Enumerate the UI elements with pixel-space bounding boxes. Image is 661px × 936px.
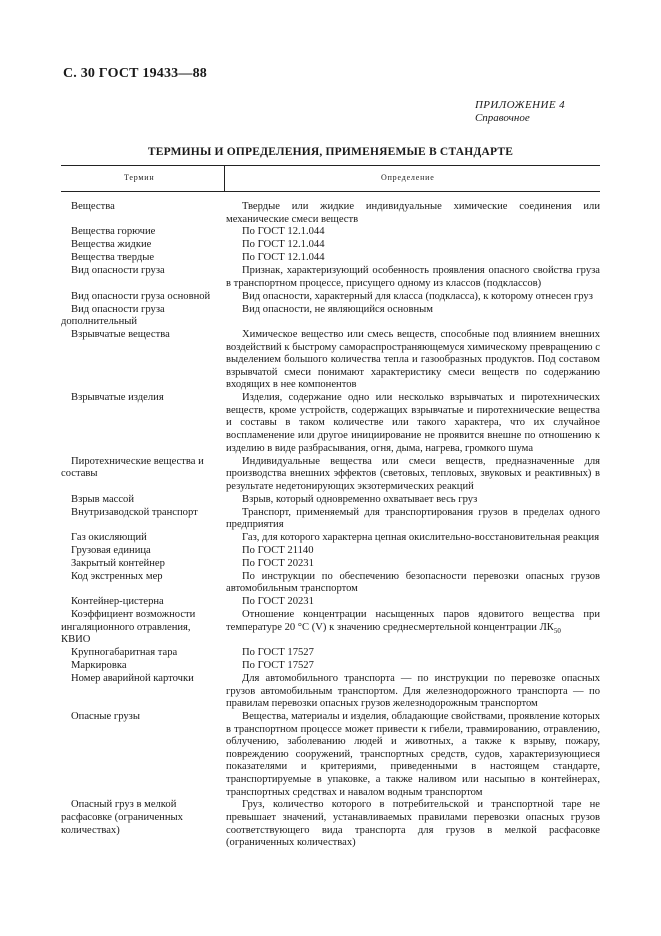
term-cell: Опасные грузы — [71, 710, 140, 722]
term-cell: Вещества — [71, 201, 115, 212]
definition-cell — [226, 291, 600, 304]
document-title: ТЕРМИНЫ И ОПРЕДЕЛЕНИЯ, ПРИМЕНЯЕМЫЕ В СТАНДАРТЕ — [147, 146, 514, 158]
column-header-term: Термин — [124, 173, 155, 182]
term-cell: Взрыв массой — [71, 493, 135, 505]
definition-cell — [226, 226, 600, 239]
term-cell: Взрывчатые изделия — [71, 392, 164, 404]
table-row — [61, 799, 600, 849]
term-cell: Закрытый контейнер — [71, 557, 165, 569]
definition-cell — [226, 507, 600, 532]
appendix-note: Справочное — [474, 112, 530, 124]
definition-cell — [226, 201, 600, 226]
table-row — [61, 558, 600, 571]
definition-cell — [226, 571, 600, 596]
appendix-number: ПРИЛОЖЕНИЕ 4 — [474, 99, 565, 111]
definition-cell — [226, 532, 600, 545]
term-cell: Вид опасности груза — [71, 265, 165, 277]
term-cell: Газ окисляющий — [71, 532, 147, 543]
definition-cell — [226, 660, 600, 673]
definition-cell — [226, 392, 600, 455]
table-row — [61, 226, 600, 239]
definition-text: Вещества, материалы и изделия, обладающие свойствами, проявление которых в транспортном процессе может привести к гибели, травмированию, отравлению, облучению, заболеванию людей и животных, а также к взрыву, пожару, повреждению сооружений, транспортных средств, судов, характеризующиеся показателями и критериями, приведенными в настоящем стандарте, транспортируемые в упаковке, а также наливом или насыпью в контейнерах, транспортных средствах и навалом водным транспортом — [226, 710, 600, 798]
terms-table-body — [61, 201, 600, 850]
definition-text: По ГОСТ 12.1.044 — [242, 239, 325, 251]
term-cell: Пиротехнические вещества и составы — [61, 455, 204, 480]
definition-cell — [226, 265, 600, 290]
definition-text: По инструкции по обеспечению безопасности перевозки опасных грузов автомобильным транспортом — [226, 570, 600, 595]
term-cell: Опасный груз в мелкой расфасовке (ограниченных количествах) — [61, 799, 183, 836]
term-cell: Внутризаводской транспорт — [71, 506, 198, 518]
definition-text: Индивидуальные вещества или смеси веществ, предназначенные для производства внешних эффектов (световых, тепловых, звуковых и реактивных) в результате недетонирующих экзотермических реакций — [226, 455, 600, 492]
table-row — [61, 291, 600, 304]
definition-text: По ГОСТ 17527 — [242, 660, 314, 672]
term-cell: Крупногабаритная тара — [71, 647, 178, 659]
table-row — [61, 507, 600, 532]
table-row — [61, 647, 600, 660]
table-row — [61, 392, 600, 455]
table-row — [61, 545, 600, 558]
term-cell: Вид опасности груза основной — [71, 290, 211, 302]
definition-text: Вид опасности, не являющийся основным — [242, 303, 433, 315]
term-cell: Контейнер-цистерна — [71, 596, 164, 608]
term-cell: Маркировка — [71, 660, 127, 672]
term-cell: Коэффициент возможности ингаляционного отравления, КВИО — [61, 609, 196, 646]
definition-cell — [226, 609, 600, 647]
appendix-label — [475, 99, 565, 125]
definition-cell — [226, 545, 600, 558]
definition-text: Отношение концентрации насыщенных паров ядовитого вещества при температуре 20 °С (V) к значению среднесмертельной концентрации $ЛК_{50}$ — [226, 609, 600, 635]
definition-text: Взрыв, который одновременно охватывает весь груз — [242, 493, 478, 505]
table-row — [61, 571, 600, 596]
definition-text: Изделия, содержание одно или несколько взрывчатых и пиротехнических веществ, кроме устройств, содержащих взрывчатые и пиротехнические вещества и составы в таком количестве или такого характера, что их случайное воспламенение или другое инициирование не проявится внешне по отношению к изделию в виде разбрасывания, огня, дыма, нагрева, громкого шума — [226, 392, 600, 454]
definition-cell — [226, 252, 600, 265]
table-row — [61, 239, 600, 252]
table-row — [61, 609, 600, 647]
definition-cell — [226, 304, 600, 329]
definition-text: По ГОСТ 17527 — [242, 647, 314, 659]
table-row — [61, 673, 600, 711]
definition-text: По ГОСТ 21140 — [242, 544, 314, 556]
definition-cell — [226, 239, 600, 252]
definition-text: По ГОСТ 20231 — [242, 596, 314, 608]
term-cell: Вещества жидкие — [71, 239, 152, 251]
table-row — [61, 494, 600, 507]
term-cell: Взрывчатые вещества — [71, 329, 170, 341]
definition-text: Груз, количество которого в потребительской и транспортной таре не превышает значений, устанавливаемых правилами перевозки опасных грузов соответствующего вида транспорта для грузов в мелкой расфасовке (ограниченных количествах) — [226, 799, 600, 849]
definition-cell — [226, 494, 600, 507]
term-cell: Вид опасности груза дополнительный — [61, 303, 165, 328]
table-row — [61, 304, 600, 329]
term-cell: Код экстренных мер — [71, 570, 163, 582]
definition-cell — [226, 329, 600, 392]
definition-text: Признак, характеризующий особенность проявления опасного свойства груза в транспортном процессе, присущего одному из классов (подклассов) — [226, 265, 600, 289]
table-header-rule — [61, 191, 600, 192]
definition-text: Вид опасности, характерный для класса (подкласса), к которому отнесен груз — [242, 290, 593, 302]
table-row — [61, 201, 600, 226]
table-row — [61, 660, 600, 673]
term-cell: Вещества горючие — [71, 226, 156, 238]
term-cell: Грузовая единица — [71, 544, 151, 556]
table-row — [61, 596, 600, 609]
definition-text: Для автомобильного транспорта — по инструкции по перевозке опасных грузов автомобильным транспортом. Для железнодорожного транспорта — по правилам перевозки опасных грузов железнодорожным транспортом — [226, 672, 600, 710]
definition-text: По ГОСТ 12.1.044 — [242, 226, 325, 238]
page-header: С. 30 ГОСТ 19433—88 — [63, 66, 207, 81]
table-row — [61, 329, 600, 392]
table-row — [61, 252, 600, 265]
table-top-rule — [61, 165, 600, 166]
definition-text: По ГОСТ 20231 — [242, 557, 314, 569]
definition-cell — [226, 456, 600, 494]
definition-cell — [226, 673, 600, 711]
definition-text: Газ, для которого характерна цепная окислительно-восстановительная реакция — [242, 532, 600, 543]
definition-text: По ГОСТ 12.1.044 — [242, 252, 325, 264]
definition-cell — [226, 558, 600, 571]
term-cell: Вещества твердые — [71, 252, 155, 264]
table-row — [61, 265, 600, 290]
column-header-definition: Определение — [381, 173, 435, 182]
table-row — [61, 456, 600, 494]
table-row — [61, 532, 600, 545]
table-column-separator — [224, 165, 225, 192]
definition-cell — [226, 711, 600, 799]
definition-cell — [226, 596, 600, 609]
definition-cell — [226, 647, 600, 660]
definition-cell — [226, 799, 600, 849]
definition-text: Твердые или жидкие индивидуальные химические соединения или механические смеси веществ — [226, 201, 600, 225]
definition-text: Химическое вещество или смесь веществ, способные под влиянием внешних воздействий к быстрому самораспространяющемуся химическому превращению с выделением большого количества тепла и газообразных продуктов. Под составом взрывчатой смеси понимают характеристику смеси веществ по содержанию входящих в нее компонентов — [226, 329, 600, 391]
term-cell: Номер аварийной карточки — [71, 672, 194, 684]
table-row — [61, 711, 600, 799]
definition-text: Транспорт, применяемый для транспортирования грузов в пределах одного предприятия — [226, 506, 600, 531]
